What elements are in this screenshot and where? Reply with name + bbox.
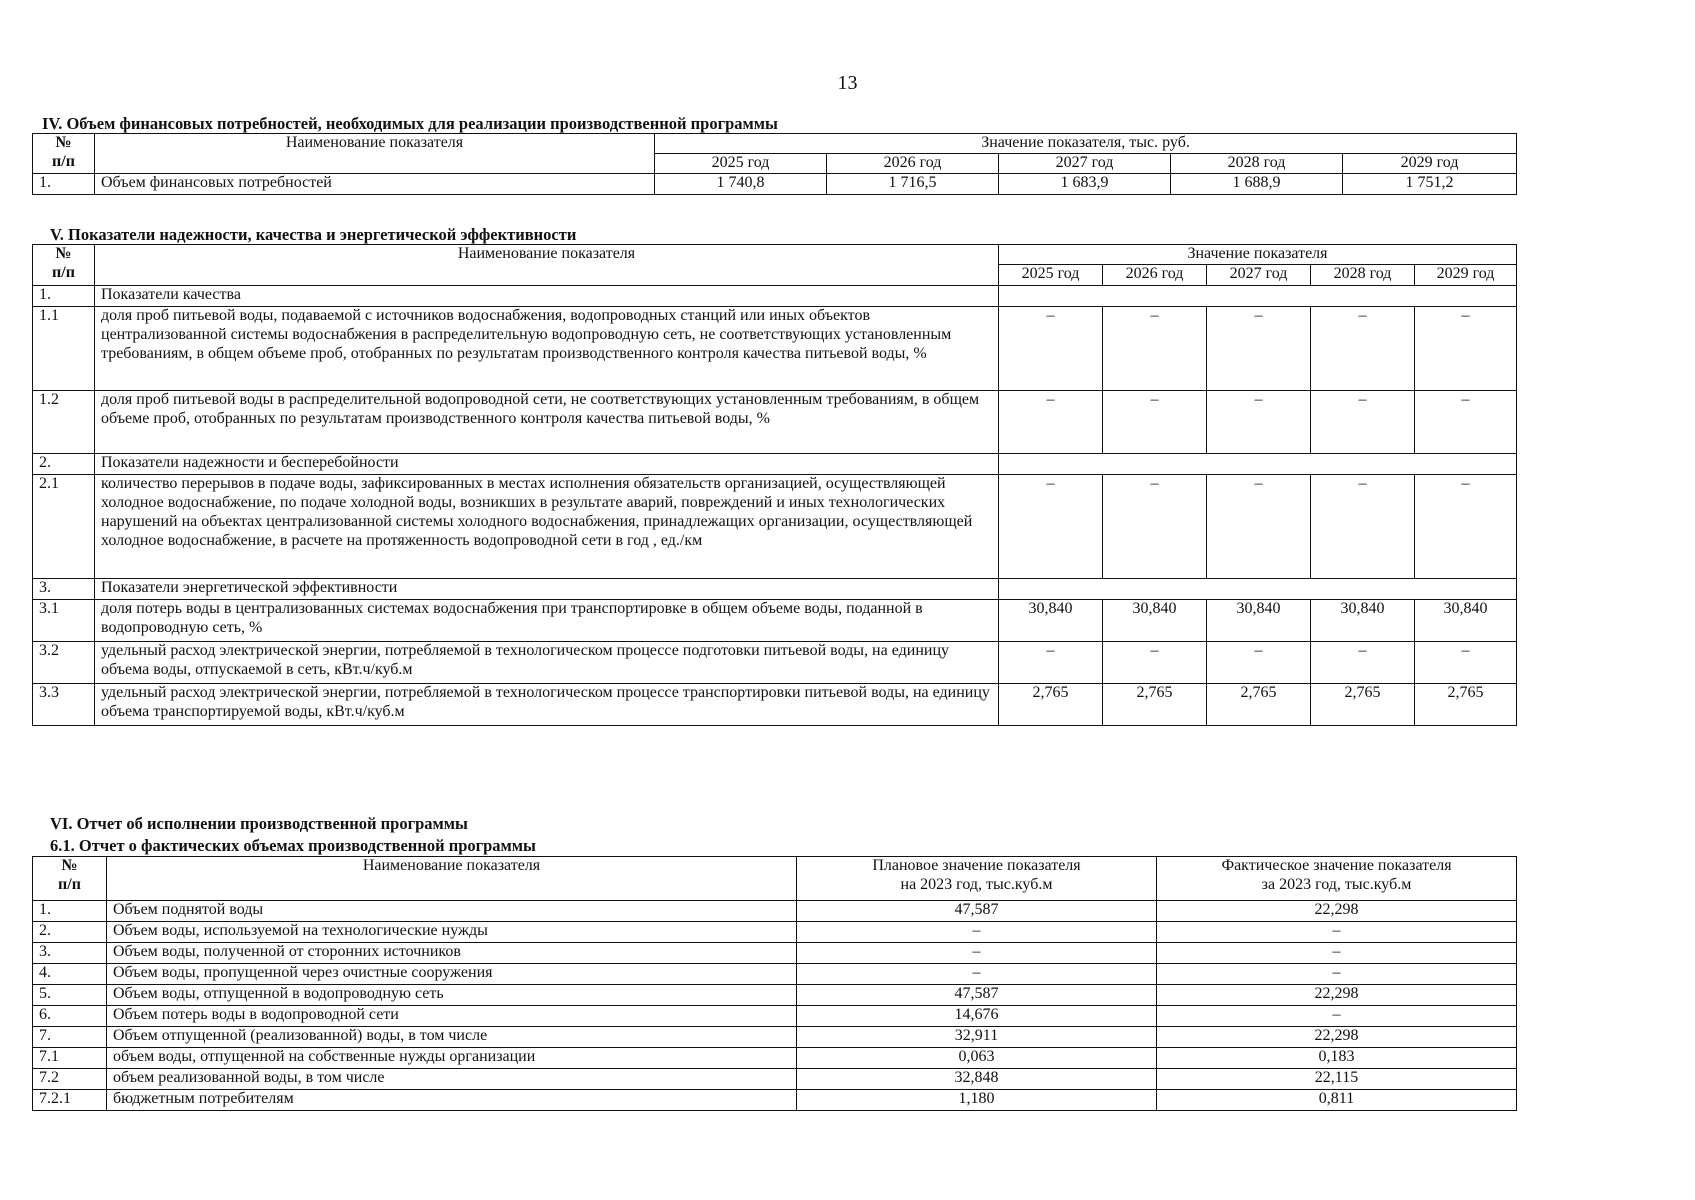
row-name: доля потерь воды в централизованных системах водоснабжения при транспортировке в общем объеме воды, поданной в водопроводную сеть, % xyxy=(95,600,999,642)
table-row xyxy=(33,1048,1517,1069)
row-no: 3. xyxy=(33,579,95,600)
row-value: 30,840 xyxy=(1207,600,1311,642)
table-row xyxy=(33,901,1517,922)
table-row xyxy=(33,922,1517,943)
row-name: доля проб питьевой воды в распределительной водопроводной сети, не соответствующих установленным требованиям, в общем объеме проб, отобранных по результатам производственного контроля качества питьевой воды, % xyxy=(95,391,999,454)
production-volumes-table xyxy=(32,856,1517,1111)
row-name: Объем воды, пропущенной через очистные сооружения xyxy=(107,964,797,985)
row-fact: 0,183 xyxy=(1157,1048,1517,1069)
header-year: 2026 год xyxy=(1103,265,1207,286)
row-fact: 22,298 xyxy=(1157,1027,1517,1048)
row-no: 3.3 xyxy=(33,684,95,726)
row-plan: 32,911 xyxy=(797,1027,1157,1048)
header-year: 2026 год xyxy=(827,154,999,174)
row-no: 1. xyxy=(33,901,107,922)
row-value: 1 751,2 xyxy=(1343,174,1517,195)
row-no: 4. xyxy=(33,964,107,985)
financial-needs-table xyxy=(32,133,1517,195)
table-row xyxy=(33,964,1517,985)
row-empty xyxy=(999,579,1517,600)
header-no: № п/п xyxy=(33,857,107,901)
row-value: – xyxy=(1415,475,1517,579)
header-year: 2027 год xyxy=(999,154,1171,174)
row-name: Объем воды, отпущенной в водопроводную сеть xyxy=(107,985,797,1006)
row-name: доля проб питьевой воды, подаваемой с источников водоснабжения, водопроводных станций или иных объектов централизованной системы водоснабжения в распределительную водопроводную сеть, не соответствующих установленным требованиям, в общем объеме проб, отобранных по результатам производственного контроля качества питьевой воды, % xyxy=(95,307,999,391)
row-no: 5. xyxy=(33,985,107,1006)
row-plan: 47,587 xyxy=(797,901,1157,922)
row-name: Объем финансовых потребностей xyxy=(95,174,655,195)
row-name: Показатели энергетической эффективности xyxy=(95,579,999,600)
row-no: 3. xyxy=(33,943,107,964)
row-value: – xyxy=(1311,642,1415,684)
table-row xyxy=(33,475,1517,579)
header-no: № п/п xyxy=(33,245,95,286)
row-empty xyxy=(999,454,1517,475)
row-no: 7.2 xyxy=(33,1069,107,1090)
header-value: Значение показателя, тыс. руб. xyxy=(655,134,1517,154)
header-name: Наименование показателя xyxy=(107,857,797,901)
table-row xyxy=(33,985,1517,1006)
row-no: 2. xyxy=(33,454,95,475)
row-value: – xyxy=(1311,475,1415,579)
row-value: 30,840 xyxy=(1415,600,1517,642)
row-fact: – xyxy=(1157,1006,1517,1027)
row-empty xyxy=(999,286,1517,307)
row-name: количество перерывов в подаче воды, зафиксированных в местах исполнения обязательств организацией, осуществляющей холодное водоснабжение, по подаче холодной воды, возникших в результате аварий, повреждений и иных технологических нарушений на объектах централизованной системы холодного водоснабжения, принадлежащих организации, осуществляющей холодное водоснабжение, в расчете на протяженность водопроводной сети в год , ед./км xyxy=(95,475,999,579)
row-no: 7. xyxy=(33,1027,107,1048)
table-group-row xyxy=(33,454,1517,475)
row-plan: 47,587 xyxy=(797,985,1157,1006)
row-fact: 22,298 xyxy=(1157,901,1517,922)
row-value: 2,765 xyxy=(1415,684,1517,726)
row-value: – xyxy=(1311,391,1415,454)
row-name: Объем отпущенной (реализованной) воды, в том числе xyxy=(107,1027,797,1048)
row-value: – xyxy=(1103,475,1207,579)
row-value: 1 688,9 xyxy=(1171,174,1343,195)
row-value: – xyxy=(999,391,1103,454)
row-plan: – xyxy=(797,943,1157,964)
page-number: 13 xyxy=(837,72,858,94)
table-row xyxy=(33,174,1517,195)
table-row xyxy=(33,642,1517,684)
row-no: 7.1 xyxy=(33,1048,107,1069)
section-5-title: V. Показатели надежности, качества и энергетической эффективности xyxy=(50,225,577,244)
section-6-1-subtitle: 6.1. Отчет о фактических объемах производственной программы xyxy=(50,836,536,855)
row-no: 1.2 xyxy=(33,391,95,454)
row-fact: 22,298 xyxy=(1157,985,1517,1006)
row-plan: 14,676 xyxy=(797,1006,1157,1027)
table-row xyxy=(33,1027,1517,1048)
row-value: 30,840 xyxy=(999,600,1103,642)
row-value: – xyxy=(1311,307,1415,391)
row-value: – xyxy=(1207,475,1311,579)
row-value: 1 683,9 xyxy=(999,174,1171,195)
header-name: Наименование показателя xyxy=(95,134,655,174)
row-plan: – xyxy=(797,922,1157,943)
row-value: – xyxy=(1415,307,1517,391)
section-6-title: VI. Отчет об исполнении производственной программы xyxy=(50,814,468,833)
row-name: Объем воды, используемой на технологические нужды xyxy=(107,922,797,943)
header-year: 2029 год xyxy=(1343,154,1517,174)
row-fact: – xyxy=(1157,943,1517,964)
row-value: 1 740,8 xyxy=(655,174,827,195)
row-name: объем реализованной воды, в том числе xyxy=(107,1069,797,1090)
row-no: 2. xyxy=(33,922,107,943)
table-row xyxy=(33,1006,1517,1027)
header-year: 2029 год xyxy=(1415,265,1517,286)
header-year: 2027 год xyxy=(1207,265,1311,286)
row-value: – xyxy=(999,475,1103,579)
row-value: – xyxy=(1415,391,1517,454)
row-value: – xyxy=(1207,307,1311,391)
row-name: объем воды, отпущенной на собственные нужды организации xyxy=(107,1048,797,1069)
row-name: Объем потерь воды в водопроводной сети xyxy=(107,1006,797,1027)
row-value: 30,840 xyxy=(1103,600,1207,642)
header-year: 2025 год xyxy=(655,154,827,174)
row-value: 2,765 xyxy=(999,684,1103,726)
table-row xyxy=(33,1090,1517,1111)
header-value: Значение показателя xyxy=(999,245,1517,265)
row-no: 2.1 xyxy=(33,475,95,579)
header-year: 2025 год xyxy=(999,265,1103,286)
row-fact: 22,115 xyxy=(1157,1069,1517,1090)
row-value: – xyxy=(1207,642,1311,684)
table-group-row xyxy=(33,286,1517,307)
header-year: 2028 год xyxy=(1311,265,1415,286)
row-fact: 0,811 xyxy=(1157,1090,1517,1111)
header-plan: Плановое значение показателя на 2023 год, тыс.куб.м xyxy=(797,857,1157,901)
header-no: № п/п xyxy=(33,134,95,174)
section-4-title: IV. Объем финансовых потребностей, необходимых для реализации производственной программы xyxy=(42,114,778,133)
row-value: – xyxy=(1415,642,1517,684)
row-plan: – xyxy=(797,964,1157,985)
row-no: 7.2.1 xyxy=(33,1090,107,1111)
row-value: – xyxy=(1103,642,1207,684)
header-name: Наименование показателя xyxy=(95,245,999,286)
row-name: Объем поднятой воды xyxy=(107,901,797,922)
row-value: 2,765 xyxy=(1207,684,1311,726)
table-row xyxy=(33,684,1517,726)
table-row xyxy=(33,391,1517,454)
row-plan: 0,063 xyxy=(797,1048,1157,1069)
row-value: 2,765 xyxy=(1103,684,1207,726)
row-no: 1. xyxy=(33,286,95,307)
row-name: Показатели надежности и бесперебойности xyxy=(95,454,999,475)
row-name: удельный расход электрической энергии, потребляемой в технологическом процессе подготовки питьевой воды, на единицу объема воды, отпускаемой в сеть, кВт.ч/куб.м xyxy=(95,642,999,684)
table-row xyxy=(33,1069,1517,1090)
row-plan: 1,180 xyxy=(797,1090,1157,1111)
reliability-indicators-table xyxy=(32,244,1517,726)
row-no: 6. xyxy=(33,1006,107,1027)
header-fact: Фактическое значение показателя за 2023 год, тыс.куб.м xyxy=(1157,857,1517,901)
row-fact: – xyxy=(1157,964,1517,985)
table-row xyxy=(33,307,1517,391)
row-value: 2,765 xyxy=(1311,684,1415,726)
row-value: 1 716,5 xyxy=(827,174,999,195)
row-value: – xyxy=(999,642,1103,684)
row-value: – xyxy=(1103,391,1207,454)
row-no: 3.2 xyxy=(33,642,95,684)
row-name: бюджетным потребителям xyxy=(107,1090,797,1111)
table-row xyxy=(33,943,1517,964)
row-value: – xyxy=(999,307,1103,391)
table-group-row xyxy=(33,579,1517,600)
row-fact: – xyxy=(1157,922,1517,943)
row-no: 1.1 xyxy=(33,307,95,391)
row-plan: 32,848 xyxy=(797,1069,1157,1090)
row-no: 3.1 xyxy=(33,600,95,642)
row-value: – xyxy=(1103,307,1207,391)
row-value: 30,840 xyxy=(1311,600,1415,642)
row-name: Объем воды, полученной от сторонних источников xyxy=(107,943,797,964)
row-name: Показатели качества xyxy=(95,286,999,307)
row-value: – xyxy=(1207,391,1311,454)
header-year: 2028 год xyxy=(1171,154,1343,174)
row-name: удельный расход электрической энергии, потребляемой в технологическом процессе транспортировки питьевой воды, на единицу объема транспортируемой воды, кВт.ч/куб.м xyxy=(95,684,999,726)
table-row xyxy=(33,600,1517,642)
row-no: 1. xyxy=(33,174,95,195)
